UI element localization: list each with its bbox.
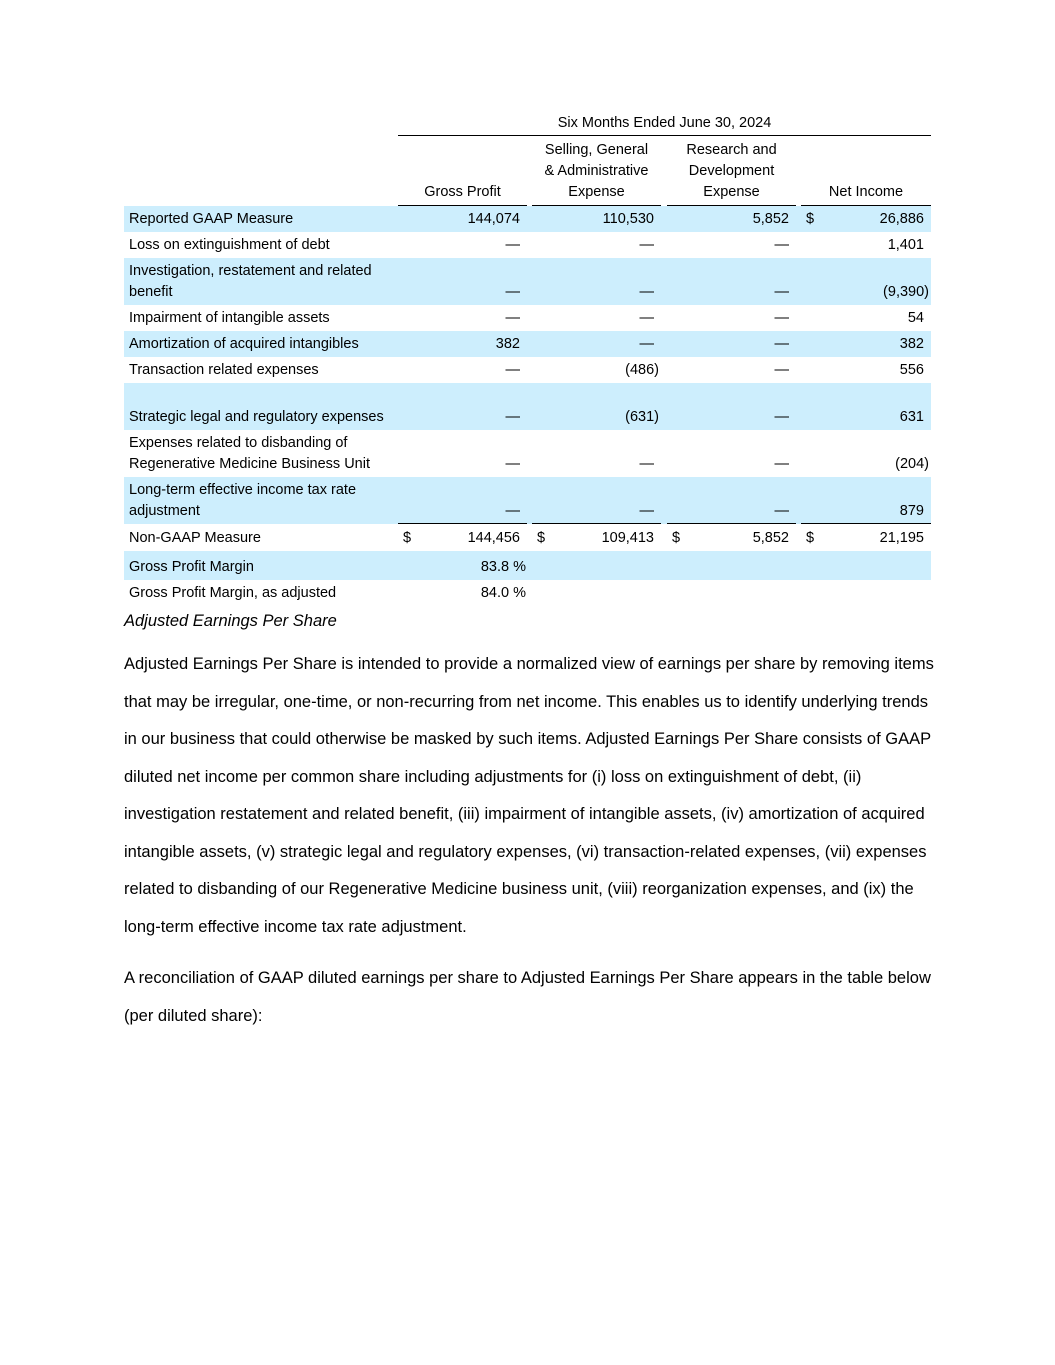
- row-value: 5,852: [752, 530, 789, 546]
- row-value: —: [639, 456, 654, 472]
- row-label: Reported GAAP Measure: [129, 211, 294, 227]
- currency-symbol: $: [403, 530, 412, 546]
- row-label: Amortization of acquired intangibles: [129, 336, 359, 352]
- table-row: [124, 383, 931, 430]
- period-label: Six Months Ended June 30, 2024: [557, 115, 772, 131]
- row-value: —: [774, 310, 789, 326]
- column-header-4: Net Income: [801, 182, 931, 206]
- row-value: —: [505, 310, 520, 326]
- section-heading: Adjusted Earnings Per Share: [124, 612, 337, 630]
- row-label: Transaction related expenses: [129, 362, 319, 378]
- row-value: —: [505, 284, 520, 300]
- row-label: Expenses related to disbanding of Regenerative Medicine Business Unit: [129, 435, 370, 472]
- row-value: 83.8 %: [480, 559, 526, 575]
- table-row: [124, 206, 931, 232]
- table-row: [124, 551, 931, 580]
- table-row: [124, 331, 931, 357]
- row-value: —: [505, 409, 520, 425]
- row-value: 84.0 %: [480, 585, 526, 601]
- section-paragraph-2: A reconciliation of GAAP diluted earnings per share to Adjusted Earnings Per Share appears in the table below (per diluted share):: [124, 969, 931, 1025]
- row-value: 54: [907, 310, 924, 326]
- row-value: —: [505, 503, 520, 519]
- row-value: 1,401: [887, 237, 924, 253]
- row-value: —: [774, 237, 789, 253]
- table-row: [124, 430, 931, 477]
- row-value: (204): [895, 456, 929, 472]
- row-value: —: [774, 336, 789, 352]
- row-value: 144,456: [467, 530, 520, 546]
- row-value: —: [639, 503, 654, 519]
- currency-symbol: $: [672, 530, 681, 546]
- row-label: Gross Profit Margin: [129, 559, 254, 575]
- row-label: Impairment of intangible assets: [129, 310, 330, 326]
- table-row: [124, 357, 931, 383]
- row-value: —: [774, 456, 789, 472]
- column-header-2: Selling, General & Administrative Expense: [532, 140, 661, 206]
- row-value: 879: [899, 503, 924, 519]
- row-value: —: [639, 237, 654, 253]
- row-value: 556: [899, 362, 924, 378]
- row-value: 5,852: [752, 211, 789, 227]
- row-value: 110,530: [602, 211, 654, 227]
- subtotal-rule: [398, 523, 527, 524]
- row-value: 382: [899, 336, 924, 352]
- row-label: Gross Profit Margin, as adjusted: [129, 585, 337, 601]
- column-headers: [124, 136, 931, 206]
- table-row: [124, 258, 931, 305]
- row-label: Non-GAAP Measure: [129, 530, 261, 546]
- period-header: [124, 112, 931, 136]
- row-value: 382: [495, 336, 520, 352]
- table-row: [124, 305, 931, 331]
- currency-symbol: $: [806, 530, 815, 546]
- row-value: 631: [899, 409, 924, 425]
- row-value: 21,195: [879, 530, 924, 546]
- row-value: 26,886: [879, 211, 924, 227]
- section-paragraph-1: Adjusted Earnings Per Share is intended to provide a normalized view of earnings per share by removing items that may be irregular, one-time, or non-recurring from net income. This enables us to identify underlying trends in our business that could otherwise be masked by such items. Adjusted Earnings Per Share consists of GAAP diluted net income per common share including adjustments for (i) loss on extinguishment of debt, (ii) investigation restatement and related benefit, (iii) impairment of intangible assets, (iv) amortization of acquired intangible assets, (v) strategic legal and regulatory expenses, (vi) transaction-related expenses, (vii) expenses related to disbanding of our Regenerative Medicine business unit, (viii) reorganization expenses, and (ix) the long-term effective income tax rate adjustment.: [124, 655, 934, 936]
- row-value: —: [639, 310, 654, 326]
- row-value: (9,390): [883, 284, 929, 300]
- table-row: [124, 477, 931, 524]
- row-value: —: [774, 284, 789, 300]
- subtotal-rule: [801, 523, 931, 524]
- row-value: 144,074: [467, 211, 520, 227]
- row-label: Investigation, restatement and related benefit: [129, 263, 372, 300]
- row-value: —: [639, 336, 654, 352]
- row-label: Long-term effective income tax rate adjustment: [129, 482, 357, 519]
- table-body: [124, 206, 931, 606]
- row-label: Loss on extinguishment of debt: [129, 237, 330, 253]
- row-value: —: [505, 237, 520, 253]
- currency-symbol: $: [537, 530, 546, 546]
- currency-symbol: $: [806, 211, 815, 227]
- row-value: (631): [625, 409, 659, 425]
- column-header-1: Gross Profit: [398, 182, 527, 206]
- row-value: 109,413: [601, 530, 654, 546]
- row-value: —: [505, 456, 520, 472]
- row-value: —: [774, 362, 789, 378]
- row-label: Strategic legal and regulatory expenses: [129, 409, 384, 425]
- row-value: (486): [625, 362, 659, 378]
- subtotal-rule: [532, 523, 661, 524]
- row-value: —: [774, 503, 789, 519]
- row-value: —: [639, 284, 654, 300]
- table-row: [124, 580, 931, 606]
- row-value: —: [505, 362, 520, 378]
- reconciliation-table: [124, 112, 931, 606]
- subtotal-rule: [667, 523, 796, 524]
- table-row: [124, 524, 931, 551]
- row-value: —: [774, 409, 789, 425]
- column-header-3: Research and Development Expense: [667, 140, 796, 206]
- table-row: [124, 232, 931, 258]
